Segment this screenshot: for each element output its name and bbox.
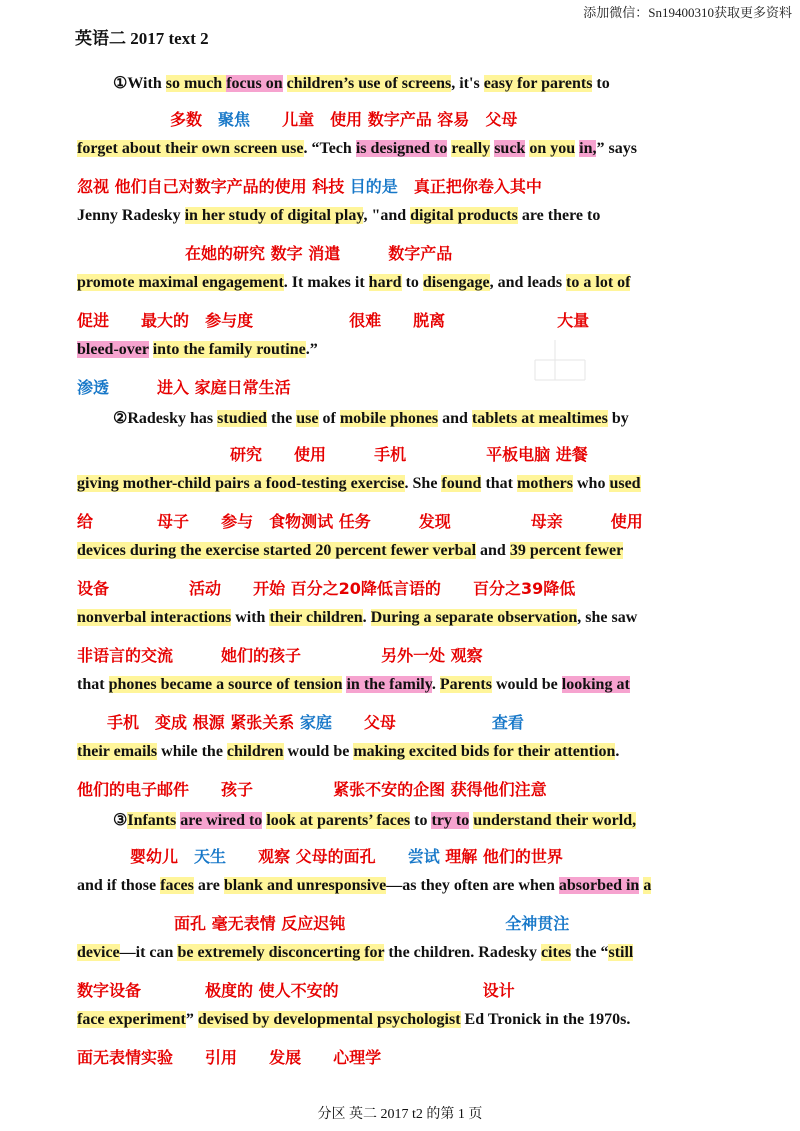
text-segment xyxy=(451,512,531,531)
highlighted-phrase: phones became a source of tension xyxy=(108,676,343,693)
highlighted-phrase: cites xyxy=(540,944,572,961)
text-segment xyxy=(326,445,374,464)
highlighted-phrase: to a lot of xyxy=(566,274,631,291)
gloss-word: 家庭 xyxy=(299,713,332,732)
gloss-word: 平板电脑 xyxy=(486,445,551,464)
text-segment xyxy=(445,311,557,330)
text-segment xyxy=(314,110,330,129)
english-text-line xyxy=(0,944,633,962)
text-segment xyxy=(109,378,157,397)
gloss-word: 最大的 xyxy=(141,311,190,330)
text-segment xyxy=(93,512,157,531)
text-segment xyxy=(345,914,505,933)
text-segment xyxy=(253,512,269,531)
gloss-word: 孩子 xyxy=(221,780,254,799)
text-segment xyxy=(202,110,218,129)
text-segment xyxy=(226,847,258,866)
gloss-word: 他们自己对数字产品的使用 xyxy=(114,177,307,196)
gloss-word: 变成 xyxy=(155,713,188,732)
highlighted-phrase: still xyxy=(608,944,634,961)
highlighted-phrase: children xyxy=(226,743,284,760)
highlighted-phrase: suck xyxy=(494,140,526,157)
gloss-word: 查看 xyxy=(491,713,524,732)
english-text-line xyxy=(0,274,630,292)
gloss-word: 目的是 xyxy=(349,177,398,196)
gloss-word: 真正 xyxy=(413,177,446,196)
chinese-gloss-line xyxy=(0,1045,381,1068)
highlighted-phrase: their children xyxy=(269,609,363,626)
page-title: 英语二 2017 text 2 xyxy=(75,29,209,48)
gloss-word: 紧张关系 xyxy=(230,713,295,732)
highlighted-phrase: try to xyxy=(431,812,470,829)
page-footer: 分区 英二 2017 t2 的第 1 页 xyxy=(317,1107,483,1122)
text-segment: . She xyxy=(404,475,442,492)
highlighted-phrase: in her study of digital play xyxy=(184,207,364,224)
gloss-word: 观察 xyxy=(258,847,291,866)
gloss-word: 使人不安的 xyxy=(258,981,339,1000)
text-segment xyxy=(398,177,414,196)
highlighted-phrase: blank and unresponsive xyxy=(223,877,387,894)
highlighted-phrase: devised by developmental psychologist xyxy=(197,1011,461,1028)
text-segment: and xyxy=(438,410,472,427)
gloss-word: 儿童 xyxy=(282,110,315,129)
gloss-word: 百分之39降低 xyxy=(472,579,576,598)
gloss-word: 在她的研究 xyxy=(185,244,266,263)
chinese-gloss-line xyxy=(0,978,515,1001)
highlighted-phrase: Parents xyxy=(439,676,492,693)
highlighted-phrase: digital products xyxy=(410,207,518,224)
highlighted-phrase: focus on xyxy=(226,75,283,92)
gloss-word: 进餐 xyxy=(555,445,588,464)
text-segment xyxy=(441,579,473,598)
english-text-line xyxy=(0,542,623,560)
text-segment: would be xyxy=(283,743,354,760)
text-segment: ①With xyxy=(113,75,166,92)
highlighted-phrase: children’s use of screens xyxy=(286,75,452,92)
gloss-word: 反应迟钝 xyxy=(281,914,346,933)
gloss-word: 父母的面孔 xyxy=(295,847,376,866)
highlighted-phrase: are wired to xyxy=(180,812,263,829)
gloss-word: 使用 xyxy=(610,512,643,531)
gloss-word: 食物测试 xyxy=(269,512,334,531)
highlighted-phrase: device xyxy=(77,944,120,961)
text-segment xyxy=(469,110,485,129)
gloss-word: 把你卷入其中 xyxy=(445,177,542,196)
gloss-word: 消遣 xyxy=(308,244,341,263)
text-segment xyxy=(189,512,221,531)
highlighted-phrase: into the family routine xyxy=(152,341,306,358)
gloss-word: 他们的电子邮件 xyxy=(77,780,190,799)
chinese-gloss-line xyxy=(0,241,452,264)
highlighted-phrase: making excited bids for their attention xyxy=(353,743,616,760)
gloss-word: 忽视 xyxy=(77,177,110,196)
gloss-word: 根源 xyxy=(192,713,225,732)
chinese-gloss-line xyxy=(0,643,483,666)
gloss-word: 参与度 xyxy=(205,311,254,330)
highlighted-phrase: studied xyxy=(217,410,267,427)
highlighted-phrase: looking at xyxy=(561,676,630,693)
gloss-word: 面无表情实验 xyxy=(77,1048,174,1067)
gloss-word: 母亲 xyxy=(530,512,563,531)
text-segment: are there to xyxy=(517,207,601,224)
text-segment: ” says xyxy=(596,140,637,157)
highlighted-phrase: on you xyxy=(529,140,576,157)
gloss-word: 紧张不安的企图 xyxy=(333,780,446,799)
highlighted-phrase: used xyxy=(609,475,641,492)
gloss-word: 使用 xyxy=(330,110,363,129)
text-segment: and if those xyxy=(77,877,161,894)
text-segment: . xyxy=(615,743,620,760)
text-segment: the xyxy=(266,410,297,427)
text-segment xyxy=(237,1048,269,1067)
gloss-word: 她们的孩子 xyxy=(221,646,302,665)
gloss-word: 毫无表情 xyxy=(211,914,276,933)
gloss-word: 获得他们注意 xyxy=(450,780,547,799)
highlighted-phrase: be extremely disconcerting for xyxy=(177,944,385,961)
text-segment: to xyxy=(410,812,432,829)
text-segment xyxy=(173,646,221,665)
highlighted-phrase: is designed to xyxy=(355,140,448,157)
gloss-word: 母子 xyxy=(157,512,190,531)
text-segment: , it's xyxy=(451,75,484,92)
highlighted-phrase: disengage xyxy=(422,274,490,291)
highlighted-phrase: giving mother-child pairs a food-testing exercise xyxy=(77,475,405,492)
highlighted-phrase: promote maximal engagement xyxy=(77,274,284,291)
gloss-word: 心理学 xyxy=(333,1048,382,1067)
gloss-word: 很难 xyxy=(349,311,382,330)
gloss-word: 设计 xyxy=(482,981,515,1000)
gloss-word: 大量 xyxy=(557,311,590,330)
gloss-word: 婴幼儿 xyxy=(130,847,179,866)
highlighted-phrase: in the family xyxy=(346,676,432,693)
gloss-word: 尝试 xyxy=(407,847,440,866)
text-segment: and xyxy=(476,542,510,559)
gloss-word: 百分之20降低言语的 xyxy=(290,579,441,598)
text-segment: to xyxy=(592,75,610,92)
chinese-gloss-line xyxy=(0,308,589,331)
text-segment xyxy=(178,847,194,866)
gloss-word: 给 xyxy=(77,512,94,531)
text-segment: by xyxy=(607,410,629,427)
highlighted-phrase: their emails xyxy=(77,743,158,760)
english-text-line xyxy=(0,1011,630,1029)
text-segment: the “ xyxy=(571,944,609,961)
text-segment xyxy=(139,713,155,732)
highlighted-phrase: faces xyxy=(160,877,194,894)
gloss-word: 开始 xyxy=(253,579,286,598)
chinese-gloss-line xyxy=(0,777,547,800)
highlighted-phrase: in, xyxy=(579,140,597,157)
gloss-word: 促进 xyxy=(77,311,110,330)
gloss-word: 发展 xyxy=(269,1048,302,1067)
text-segment xyxy=(253,311,349,330)
text-segment xyxy=(340,244,388,263)
gloss-word: 多数 xyxy=(170,110,203,129)
text-segment xyxy=(406,445,486,464)
chinese-gloss-line xyxy=(0,375,291,398)
highlighted-phrase: so much xyxy=(165,75,227,92)
text-segment: ③ xyxy=(113,812,128,829)
english-text-line xyxy=(0,207,600,225)
highlighted-phrase: understand their world, xyxy=(473,812,637,829)
highlighted-phrase: tablets at mealtimes xyxy=(471,410,608,427)
text-segment xyxy=(396,713,492,732)
text-segment: . xyxy=(362,609,371,626)
gloss-word: 容易 xyxy=(437,110,470,129)
text-segment xyxy=(371,512,419,531)
watermark-text: 添加微信：Sn19400310获取更多资料 xyxy=(583,5,792,20)
text-segment xyxy=(221,579,253,598)
highlighted-phrase: devices during the exercise started 20 percent fewer verbal xyxy=(77,542,477,559)
english-text-line xyxy=(0,73,610,93)
gloss-word: 任务 xyxy=(338,512,371,531)
highlighted-phrase: nonverbal interactions xyxy=(77,609,232,626)
text-segment xyxy=(250,110,282,129)
highlighted-phrase: mobile phones xyxy=(339,410,439,427)
text-segment xyxy=(253,780,333,799)
english-text-line xyxy=(0,810,636,830)
highlighted-phrase: mothers xyxy=(517,475,573,492)
text-segment xyxy=(109,311,141,330)
text-segment xyxy=(262,445,294,464)
gloss-word: 渗透 xyxy=(77,378,110,397)
gloss-word: 非语言的交流 xyxy=(77,646,174,665)
text-segment: . xyxy=(431,676,440,693)
chinese-gloss-line xyxy=(0,107,517,130)
text-segment: , and leads xyxy=(489,274,567,291)
gloss-word: 父母 xyxy=(363,713,396,732)
text-segment xyxy=(173,1048,205,1067)
text-segment xyxy=(189,780,221,799)
highlighted-phrase: look at parents’ faces xyxy=(266,812,411,829)
highlighted-phrase: use xyxy=(296,410,319,427)
text-segment: that xyxy=(77,676,109,693)
gloss-word: 全神贯注 xyxy=(505,914,570,933)
gloss-word: 家庭日常生活 xyxy=(194,378,291,397)
english-text-line xyxy=(0,408,629,428)
gloss-word: 极度的 xyxy=(205,981,254,1000)
text-segment: Ed Tronick in the 1970s. xyxy=(460,1011,631,1028)
text-segment: are xyxy=(193,877,224,894)
gloss-word: 手机 xyxy=(107,713,140,732)
text-segment xyxy=(189,311,205,330)
text-segment: —as they often are when xyxy=(386,877,559,894)
text-segment: the children. Radesky xyxy=(384,944,541,961)
text-segment xyxy=(563,512,611,531)
gloss-word: 理解 xyxy=(445,847,478,866)
faint-background-diagram xyxy=(525,340,595,400)
text-segment: .” xyxy=(305,341,318,358)
text-segment: while the xyxy=(157,743,227,760)
gloss-word: 参与 xyxy=(221,512,254,531)
text-segment: , she saw xyxy=(577,609,638,626)
text-segment xyxy=(301,646,381,665)
text-segment: of xyxy=(318,410,340,427)
highlighted-phrase: a xyxy=(643,877,652,894)
chinese-gloss-line xyxy=(0,509,643,532)
highlighted-phrase: really xyxy=(451,140,491,157)
gloss-word: 天生 xyxy=(194,847,227,866)
chinese-gloss-line xyxy=(0,174,542,197)
highlighted-phrase: 39 percent fewer xyxy=(509,542,624,559)
gloss-word: 研究 xyxy=(230,445,263,464)
text-segment: with xyxy=(231,609,270,626)
chinese-gloss-line xyxy=(0,844,563,867)
highlighted-phrase: bleed-over xyxy=(77,341,149,358)
text-segment xyxy=(332,713,364,732)
english-text-line xyxy=(0,676,630,694)
gloss-word: 面孔 xyxy=(174,914,207,933)
highlighted-phrase: hard xyxy=(368,274,402,291)
gloss-word: 数字 xyxy=(270,244,303,263)
text-segment: would be xyxy=(491,676,562,693)
gloss-word: 聚焦 xyxy=(218,110,251,129)
chinese-gloss-line xyxy=(0,576,575,599)
text-segment: ” xyxy=(185,1011,198,1028)
gloss-word: 进入 xyxy=(157,378,190,397)
english-text-line xyxy=(0,609,637,627)
highlighted-phrase: face experiment xyxy=(77,1011,186,1028)
gloss-word: 手机 xyxy=(374,445,407,464)
chinese-gloss-line xyxy=(0,710,524,733)
highlighted-phrase: absorbed in xyxy=(558,877,640,894)
text-segment xyxy=(339,981,483,1000)
gloss-word: 脱离 xyxy=(413,311,446,330)
text-segment: Jenny Radesky xyxy=(77,207,185,224)
text-segment: to xyxy=(401,274,423,291)
gloss-word: 他们的世界 xyxy=(482,847,563,866)
gloss-word: 数字设备 xyxy=(77,981,142,1000)
gloss-word: 数字产品 xyxy=(388,244,453,263)
gloss-word: 发现 xyxy=(418,512,451,531)
english-text-line xyxy=(0,140,637,158)
gloss-word: 活动 xyxy=(189,579,222,598)
text-segment: . It makes it xyxy=(283,274,369,291)
highlighted-phrase: easy for parents xyxy=(483,75,593,92)
text-segment xyxy=(109,579,189,598)
gloss-word: 设备 xyxy=(77,579,110,598)
text-segment: ②Radesky has xyxy=(113,410,218,427)
text-segment xyxy=(141,981,205,1000)
highlighted-phrase: found xyxy=(441,475,482,492)
text-segment xyxy=(381,311,413,330)
gloss-word: 父母 xyxy=(485,110,518,129)
highlighted-phrase: forget about their own screen use xyxy=(77,140,304,157)
gloss-word: 另外一处 xyxy=(381,646,446,665)
gloss-word: 使用 xyxy=(294,445,327,464)
text-segment: , "and xyxy=(363,207,411,224)
highlighted-phrase: During a separate observation xyxy=(370,609,578,626)
gloss-word: 观察 xyxy=(450,646,483,665)
gloss-word: 引用 xyxy=(205,1048,238,1067)
gloss-word: 数字产品 xyxy=(367,110,432,129)
gloss-word: 科技 xyxy=(312,177,345,196)
text-segment xyxy=(376,847,408,866)
text-segment: —it can xyxy=(119,944,178,961)
chinese-gloss-line xyxy=(0,442,588,465)
text-segment xyxy=(301,1048,333,1067)
text-segment: . “Tech xyxy=(303,140,356,157)
english-text-line xyxy=(0,743,619,761)
chinese-gloss-line xyxy=(0,911,569,934)
english-text-line xyxy=(0,475,641,493)
text-segment: that xyxy=(481,475,518,492)
english-text-line xyxy=(0,341,318,359)
highlighted-phrase: Infants xyxy=(127,812,177,829)
english-text-line xyxy=(0,877,651,895)
text-segment: who xyxy=(573,475,610,492)
